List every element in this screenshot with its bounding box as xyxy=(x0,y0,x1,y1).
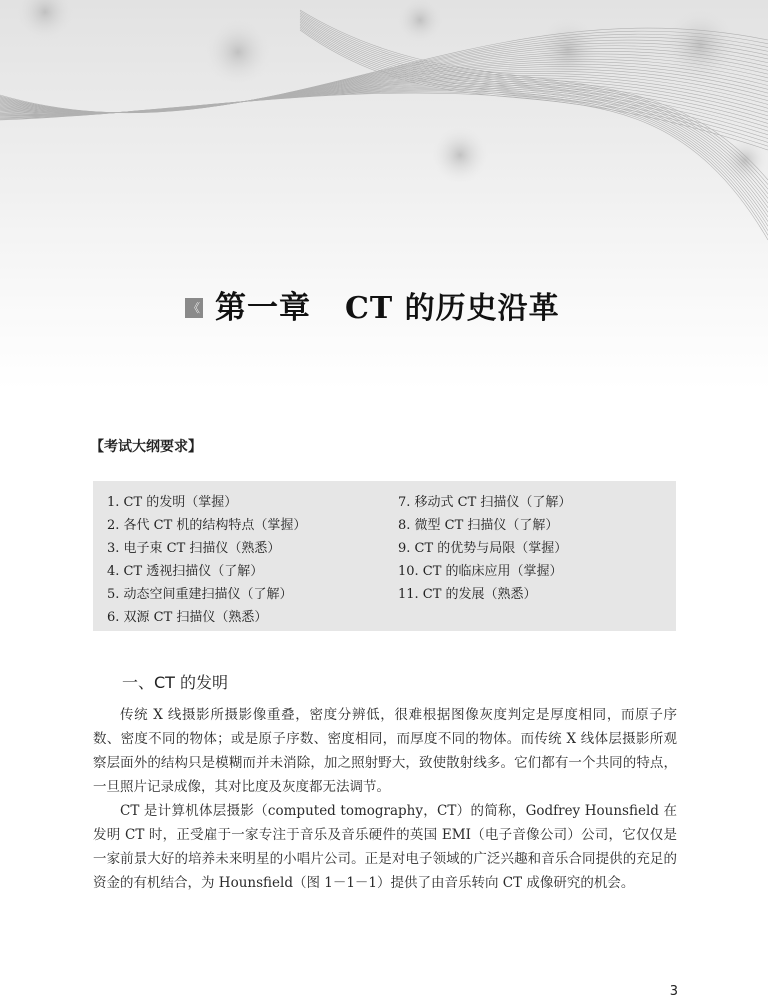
decorative-wave-line xyxy=(0,88,768,135)
decorative-wave-line xyxy=(0,93,768,150)
outline-item: 3. 电子束 CT 扫描仪（熟悉） xyxy=(107,541,281,556)
decorative-wave-line xyxy=(0,92,768,146)
section-heading: 一、CT 的发明 xyxy=(122,673,229,692)
outline-item: 4. CT 透视扫描仪（了解） xyxy=(107,564,264,579)
outline-column-left xyxy=(107,491,306,629)
exam-outline-box xyxy=(93,481,676,631)
chapter-title xyxy=(185,282,560,327)
decorative-bokeh xyxy=(396,0,444,44)
outline-item: 5. 动态空间重建扫描仪（了解） xyxy=(107,587,293,602)
outline-item: 10. CT 的临床应用（掌握） xyxy=(398,564,563,579)
exam-outline-heading: 【考试大纲要求】 xyxy=(90,439,202,455)
chapter-header-background xyxy=(0,0,768,390)
outline-item: 2. 各代 CT 机的结构特点（掌握） xyxy=(107,518,307,533)
decorative-wave-lines xyxy=(0,0,768,390)
outline-item: 8. 微型 CT 扫描仪（了解） xyxy=(398,518,559,533)
outline-item: 1. CT 的发明（掌握） xyxy=(107,495,238,510)
outline-item: 7. 移动式 CT 扫描仪（了解） xyxy=(398,495,572,510)
outline-item: 9. CT 的优势与局限（掌握） xyxy=(398,541,568,556)
chapter-number: 第一章 xyxy=(215,290,311,326)
decorative-bokeh xyxy=(15,0,75,42)
decorative-wave-line xyxy=(0,49,768,113)
decorative-wave-line xyxy=(0,71,768,113)
section-body xyxy=(93,703,677,895)
page-number: 3 xyxy=(669,984,678,999)
decorative-wave-line xyxy=(0,91,768,143)
outline-column-right xyxy=(398,491,571,606)
outline-item: 6. 双源 CT 扫描仪（熟悉） xyxy=(107,610,268,625)
chapter-marker-icon: 《 xyxy=(185,298,203,318)
body-paragraph: 传统 X 线摄影所摄影像重叠，密度分辨低，很难根据图像灰度判定是厚度相同，而原子序数、密度不同的物体；或是原子序数、密度相同，而厚度不同的物体。而传统 X 线体层摄影所观察层面外的结构只是模糊而并未消除，加之照射野大，致使散射线多。它们都有一个共同的特点，一旦照片记录成像，其对比度及灰度都无法调节。 xyxy=(93,707,677,795)
outline-item: 11. CT 的发展（熟悉） xyxy=(398,587,537,602)
chapter-name: CT 的历史沿革 xyxy=(345,290,560,326)
decorative-bokeh xyxy=(432,127,488,183)
decorative-bokeh xyxy=(204,18,272,86)
body-paragraph: CT 是计算机体层摄影（computed tomography，CT）的简称，Godfrey Hounsfield 在发明 CT 时，正受雇于一家专注于音乐及音乐硬件的英国 EMI（电子音像公司）公司，它仅仅是一家前景大好的培养未来明星的小唱片公司。正是对电子领域的广泛兴趣和音乐合同提供的充足的资金的有机结合，为 Hounsfield（图 1－1－1）提供了由音乐转向 CT 成像研究的机会。 xyxy=(93,803,677,891)
